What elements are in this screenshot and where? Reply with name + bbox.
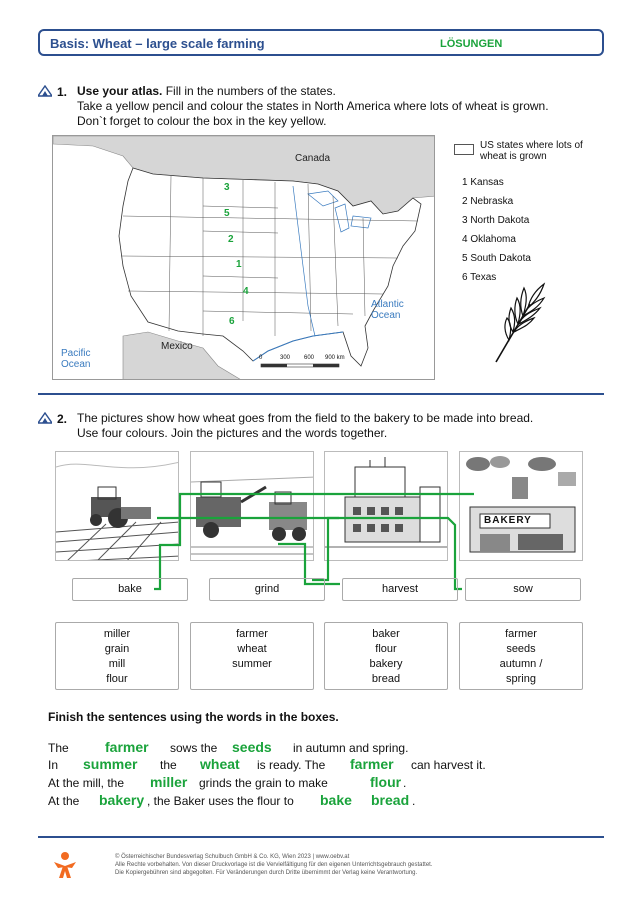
connector-bake (154, 494, 474, 589)
answer-bread: bread (371, 792, 410, 808)
key-state-oklahoma: 4 Oklahoma (462, 234, 516, 245)
task1-line3: Don`t forget to colour the box in the key yellow. (77, 114, 327, 128)
map-number-oklahoma: 4 (243, 286, 249, 297)
list-word: bakery (369, 658, 403, 670)
sentence4-period: . (412, 794, 416, 808)
task1-line1: Fill in the numbers of the states. (162, 84, 336, 98)
task2-line2: Use four colours. Join the pictures and the words together. (77, 426, 388, 440)
answer-miller: miller (150, 774, 188, 790)
answer-farmer-2: farmer (350, 756, 394, 772)
sentence1-part-c: in autumn and spring. (293, 741, 409, 755)
answer-flour: flour (370, 774, 402, 790)
answer-seeds: seeds (232, 739, 272, 755)
key-state-texas: 6 Texas (462, 272, 497, 283)
task1-number: 1. (57, 85, 68, 99)
sentence2-part-a: In (48, 758, 59, 772)
word-box-grind[interactable]: grind (209, 578, 325, 601)
list-word: seeds (506, 643, 536, 655)
list-word: spring (506, 673, 536, 685)
sentence1-part-b: sows the (170, 741, 218, 755)
word-list-bakery (324, 622, 448, 690)
answer-bakery: bakery (99, 792, 145, 808)
list-word: wheat (237, 643, 267, 655)
sentence3-part-a: At the mill, the (48, 776, 125, 790)
sentences-heading: Finish the sentences using the words in the boxes. (48, 710, 339, 724)
pacific-label: Pacific Ocean (61, 348, 91, 370)
scale-300: 300 (280, 355, 291, 361)
list-word: summer (232, 658, 272, 670)
key-state-kansas: 1 Kansas (462, 177, 504, 188)
mexico-label: Mexico (161, 341, 193, 352)
footer-divider (38, 836, 604, 838)
list-word: bread (371, 673, 401, 685)
list-word: flour (375, 643, 397, 655)
connector-grind (312, 518, 339, 580)
word-box-bake[interactable]: bake (72, 578, 188, 601)
list-word: autumn / (499, 658, 543, 670)
footer-copyright: © Österreichischer Bundesverlag Schulbuch GmbH & Co. KG, Wien 2023 | www.oebv.at (115, 854, 350, 860)
scale-600: 600 (304, 355, 315, 361)
word-box-sow[interactable]: sow (465, 578, 581, 601)
sentence4-part-a: At the (48, 794, 80, 808)
word-box-harvest[interactable]: harvest (342, 578, 458, 601)
answer-bake: bake (320, 792, 352, 808)
map-number-south-dakota: 5 (224, 208, 230, 219)
bakery-sign: BAKERY (484, 515, 532, 526)
answer-farmer-1: farmer (105, 739, 149, 755)
sentence4-part-b: , the Baker uses the flour to (147, 794, 294, 808)
sentence2-part-d: can harvest it. (411, 758, 486, 772)
scale-900: 900 km (325, 355, 345, 361)
list-word: farmer (236, 628, 268, 640)
task2-line1: The pictures show how wheat goes from the field to the bakery to be made into bread. (77, 411, 534, 425)
footer-disclaimer: Die Kopiergebühren sind abgegolten. Für Veränderungen durch Dritte übernimmt der Verlag keine Verantwortung. (115, 870, 418, 876)
answer-wheat: wheat (200, 756, 240, 772)
sentence3-part-b: grinds the grain to make (199, 776, 328, 790)
key-title: US states where lots of wheat is grown (480, 140, 583, 162)
word-list-sow (459, 622, 583, 690)
sentence2-part-b: the (160, 758, 177, 772)
map-number-texas: 6 (229, 316, 235, 327)
task1-bold: Use your atlas. (77, 84, 163, 98)
list-word: miller (103, 628, 131, 640)
publisher-logo-icon (52, 850, 78, 880)
list-word: mill (108, 658, 126, 670)
task1-line2: Take a yellow pencil and colour the states in North America where lots of wheat is grown. (77, 99, 549, 113)
key-state-north-dakota: 3 North Dakota (462, 215, 530, 226)
canada-label: Canada (295, 153, 331, 164)
list-word: baker (372, 628, 400, 640)
atlantic-label: Atlantic Ocean (371, 299, 404, 321)
footer-rights: Alle Rechte vorbehalten. Von dieser Druckvorlage ist die Vervielfältigung für den eigenen Unterrichtsgebrauch gestattet. (115, 862, 433, 868)
scale-0: 0 (259, 355, 263, 361)
map-number-nebraska: 2 (228, 234, 234, 245)
word-list-mill (55, 622, 179, 690)
solutions-label: LÖSUNGEN (440, 38, 503, 50)
map-number-kansas: 1 (236, 259, 242, 270)
word-list-harvest (190, 622, 314, 690)
sentence3-period: . (403, 776, 407, 790)
list-word: flour (106, 673, 128, 685)
map-number-north-dakota: 3 (224, 182, 230, 193)
worksheet-title: Basis: Wheat – large scale farming (50, 36, 265, 51)
sentence1-part-a: The (48, 741, 69, 755)
task2-number: 2. (57, 412, 68, 426)
key-state-nebraska: 2 Nebraska (462, 196, 514, 207)
list-word: grain (104, 643, 130, 655)
sentence2-part-c: is ready. The (257, 758, 326, 772)
list-word: farmer (505, 628, 537, 640)
answer-summer: summer (83, 756, 138, 772)
key-state-south-dakota: 5 South Dakota (462, 253, 531, 264)
